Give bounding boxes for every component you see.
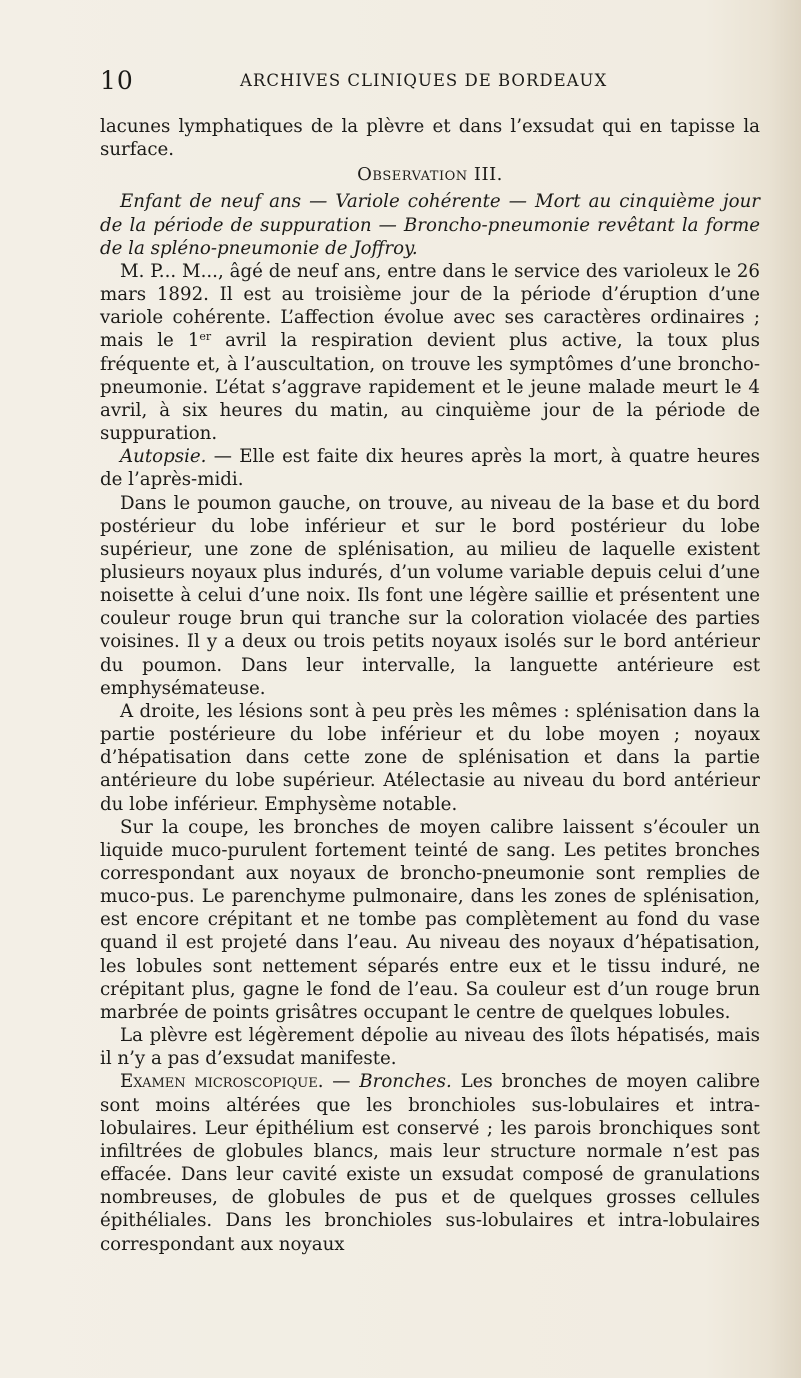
page-header <box>100 66 760 100</box>
running-head: ARCHIVES CLINIQUES DE BORDEAUX <box>240 71 608 90</box>
clinical-history-text-b: avril la respiration devient plus active, la toux plus fréquente et, à l’auscultation, on trouve les symptômes d’une broncho-pneumonie. L’état s’aggrave rapidement et le jeune malade meurt le 4 avril, à six heures du matin, au cinquième jour de la période de suppuration. <box>100 330 760 445</box>
right-lung-paragraph: A droite, les lésions sont à peu près les mêmes : splénisation dans la partie postérieure du lobe inférieur et du lobe moyen ; noyaux d’hépatisation dans cette zone de splénisation et dans la partie antérieure du lobe supérieur. Atélectasie au niveau du bord antérieur du lobe inférieur. Emphysème notable. <box>100 700 760 815</box>
observation-title: Observation III. <box>357 164 503 186</box>
exam-subheading: Bronches. <box>359 1071 452 1093</box>
autopsie-label: Autopsie. <box>120 446 207 468</box>
clinical-history-text-a: M. P... M..., âgé de neuf ans, entre dans le service des varioleux le 26 mars 1892. Il est au troisième jour de la période d’éruption d’une variole cohérente. L’affection évolue avec ses caractères ordinaires ; mais le 1 <box>100 260 760 352</box>
intro-paragraph: lacunes lymphatiques de la plèvre et dans l’exsudat qui en tapisse la surface. <box>100 116 760 161</box>
exam-dash: — <box>323 1071 360 1093</box>
ordinal-superscript: er <box>199 330 212 344</box>
page-body <box>100 115 760 1256</box>
case-title: Enfant de neuf ans — Variole cohérente — Mort au cinquième jour de la période de suppuration — Broncho-pneumonie revêtant la forme de la spléno-pneumonie de Joffroy. <box>100 191 760 259</box>
autopsie-paragraph <box>100 445 760 491</box>
exam-label: Examen microscopique. <box>120 1071 324 1093</box>
pleura-paragraph: La plèvre est légèrement dépolie au niveau des îlots hépatisés, mais il n’y a pas d’exsudat manifeste. <box>100 1025 760 1070</box>
left-lung-paragraph: Dans le poumon gauche, on trouve, au niveau de la base et du bord postérieur du lobe inférieur et sur le bord postérieur du lobe supérieur, une zone de splénisation, au milieu de laquelle existent plusieurs noyaux plus indurés, d’un volume variable depuis celui d’une noisette à celui d’une noix. Ils font une légère saillie et présentent une couleur rouge brun qui tranche sur la coloration violacée des parties voisines. Il y a deux ou trois petits noyaux isolés sur le bord antérieur du poumon. Dans leur intervalle, la languette antérieure est emphysémateuse. <box>100 492 760 699</box>
section-paragraph: Sur la coupe, les bronches de moyen calibre laissent s’écouler un liquide muco-purulent fortement teinté de sang. Les petites bronches correspondant aux noyaux de broncho-pneumonie sont remplies de muco-pus. Le parenchyme pulmonaire, dans les zones de splénisation, est encore crépitant et ne tombe pas complètement au fond du vase quand il est projeté dans l’eau. Au niveau des noyaux d’hépatisation, les lobules sont nettement séparés entre eux et le tissu induré, ne crépitant plus, gagne le fond de l’eau. Sa couleur est d’un rouge brun marbrée de points grisâtres occupant le centre de quelques lobules. <box>100 816 760 1023</box>
microscopic-exam-paragraph <box>100 1070 760 1255</box>
page-number: 10 <box>100 66 134 95</box>
clinical-history-paragraph <box>100 260 760 445</box>
exam-text: Les bronches de moyen calibre sont moins altérées que les bronchioles sus-lobulaires et intra-lobulaires. Leur épithélium est conservé ; les parois bronchiques sont infiltrées de globules blancs, mais leur structure normale n’est pas effacée. Dans leur cavité existe un exsudat composé de granulations nombreuses, de globules de pus et de quelques grosses cellules épithéliales. Dans les bronchioles sus-lobulaires et intra-lobulaires correspondant aux noyaux <box>100 1071 760 1255</box>
autopsie-text: — Elle est faite dix heures après la mort, à quatre heures de l’après-midi. <box>100 446 760 491</box>
